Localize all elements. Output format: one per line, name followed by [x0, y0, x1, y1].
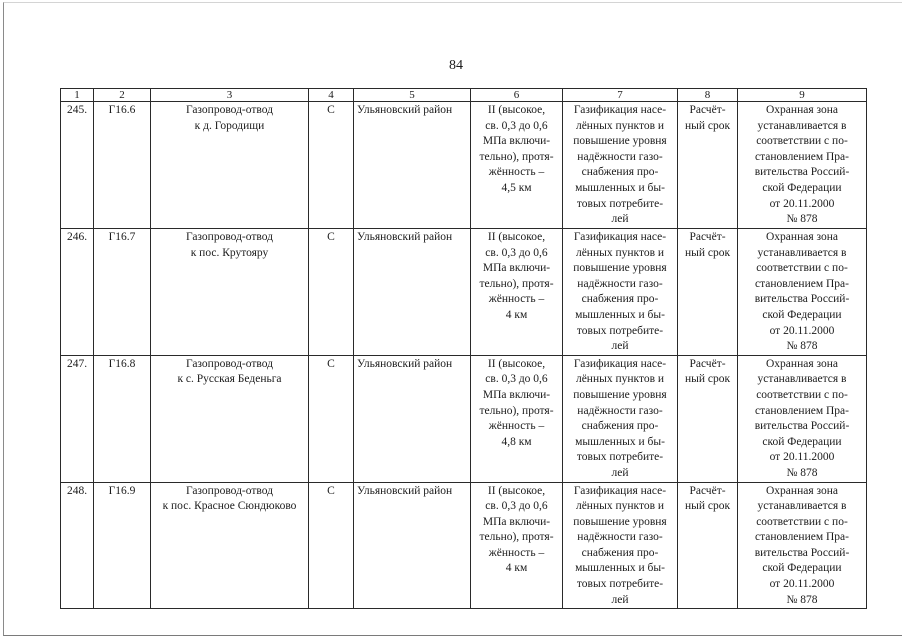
pipeline-code: Г16.8: [94, 355, 151, 482]
district: Ульяновский район: [354, 102, 471, 229]
registry-table: [60, 88, 867, 609]
notes: Охранная зона устанавливается в соответствии с по- становлением Пра- вительства Россий- ской Федерации от 20.11.2000 № 878: [738, 102, 867, 229]
row-number: 247.: [61, 355, 94, 482]
pipeline-code: Г16.7: [94, 229, 151, 356]
purpose: Газификация насе- лённых пунктов и повышение уровня надёжности газо- снабжения про- мышленных и бы- товых потребите- лей: [563, 229, 678, 356]
table-row: [61, 229, 867, 356]
implementation-term: Расчёт- ный срок: [678, 482, 738, 609]
column-number-header: 4: [309, 89, 354, 102]
notes: Охранная зона устанавливается в соответствии с по- становлением Пра- вительства Россий- ской Федерации от 20.11.2000 № 878: [738, 229, 867, 356]
pipeline-name: Газопровод-отвод к д. Городищи: [151, 102, 309, 229]
implementation-term: Расчёт- ный срок: [678, 355, 738, 482]
pipeline-name: Газопровод-отвод к пос. Красное Сюндюково: [151, 482, 309, 609]
row-number: 248.: [61, 482, 94, 609]
notes: Охранная зона устанавливается в соответствии с по- становлением Пра- вительства Россий- ской Федерации от 20.11.2000 № 878: [738, 355, 867, 482]
significance-category: С: [309, 355, 354, 482]
table-row: [61, 482, 867, 609]
pipeline-name: Газопровод-отвод к с. Русская Беденьга: [151, 355, 309, 482]
pipeline-code: Г16.9: [94, 482, 151, 609]
column-number-header: 9: [738, 89, 867, 102]
column-number-header: 5: [354, 89, 471, 102]
page-number: 84: [449, 58, 463, 73]
pipeline-characteristics: II (высокое, св. 0,3 до 0,6 МПа включи- тельно), протя- жённость – 4 км: [471, 482, 563, 609]
table-header-row: [61, 89, 867, 102]
table-row: [61, 355, 867, 482]
pipeline-characteristics: II (высокое, св. 0,3 до 0,6 МПа включи- тельно), протя- жённость – 4,8 км: [471, 355, 563, 482]
significance-category: С: [309, 229, 354, 356]
column-number-header: 2: [94, 89, 151, 102]
significance-category: С: [309, 482, 354, 609]
implementation-term: Расчёт- ный срок: [678, 102, 738, 229]
table-row: [61, 102, 867, 229]
purpose: Газификация насе- лённых пунктов и повышение уровня надёжности газо- снабжения про- мышленных и бы- товых потребите- лей: [563, 102, 678, 229]
pipeline-code: Г16.6: [94, 102, 151, 229]
column-number-header: 8: [678, 89, 738, 102]
notes: Охранная зона устанавливается в соответствии с по- становлением Пра- вительства Россий- ской Федерации от 20.11.2000 № 878: [738, 482, 867, 609]
column-number-header: 7: [563, 89, 678, 102]
pipeline-characteristics: II (высокое, св. 0,3 до 0,6 МПа включи- тельно), протя- жённость – 4 км: [471, 229, 563, 356]
column-number-header: 1: [61, 89, 94, 102]
row-number: 245.: [61, 102, 94, 229]
implementation-term: Расчёт- ный срок: [678, 229, 738, 356]
purpose: Газификация насе- лённых пунктов и повышение уровня надёжности газо- снабжения про- мышленных и бы- товых потребите- лей: [563, 355, 678, 482]
district: Ульяновский район: [354, 355, 471, 482]
column-number-header: 6: [471, 89, 563, 102]
significance-category: С: [309, 102, 354, 229]
purpose: Газификация насе- лённых пунктов и повышение уровня надёжности газо- снабжения про- мышленных и бы- товых потребите- лей: [563, 482, 678, 609]
pipeline-name: Газопровод-отвод к пос. Крутояру: [151, 229, 309, 356]
district: Ульяновский район: [354, 229, 471, 356]
row-number: 246.: [61, 229, 94, 356]
column-number-header: 3: [151, 89, 309, 102]
pipeline-characteristics: II (высокое, св. 0,3 до 0,6 МПа включи- тельно), протя- жённость – 4,5 км: [471, 102, 563, 229]
district: Ульяновский район: [354, 482, 471, 609]
